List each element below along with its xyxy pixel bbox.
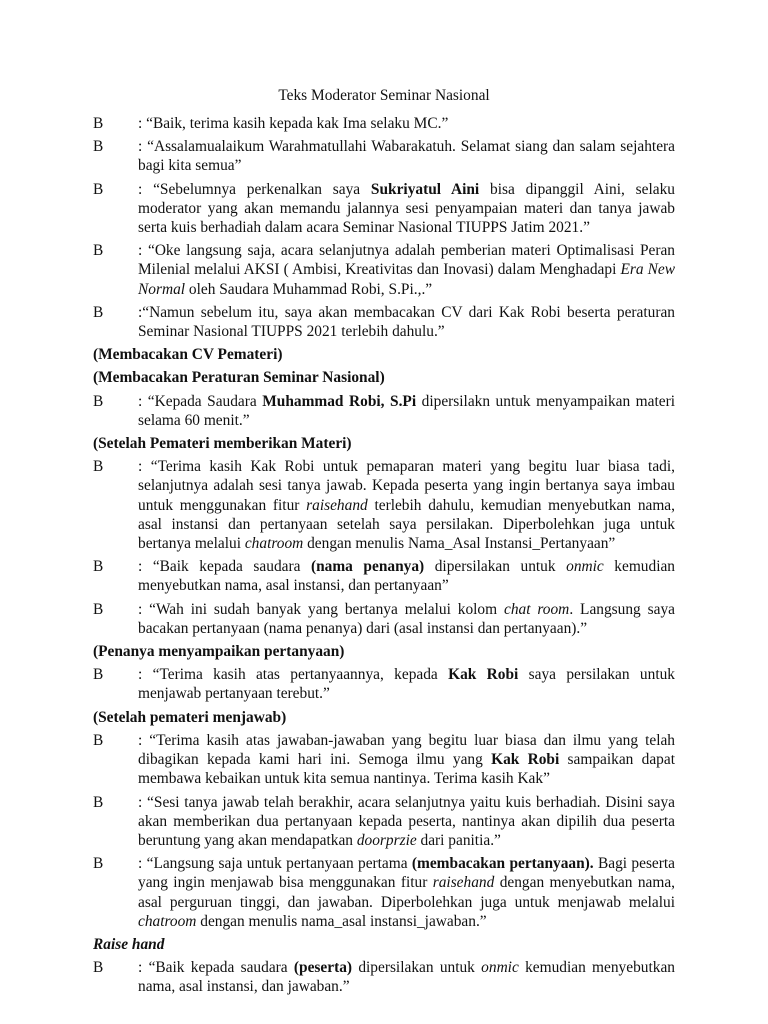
italic-text: Era New Normal [138,261,675,298]
document-title: Teks Moderator Seminar Nasional [278,87,490,104]
bold-text: Muhammad Robi, S.Pi [262,392,417,410]
italic-text: raisehand [306,496,368,514]
bold-text: (peserta) [293,959,353,977]
dialogue-line [93,114,675,133]
text-segment: : “Sebelumnya perkenalkan saya [138,180,371,198]
speaker-label: B [93,666,104,684]
dialogue-line [93,793,675,851]
text-segment: : “Terima kasih Kak Robi untuk pemaparan materi yang begitu luar biasa tadi, selanjutnya adalah sesi tanya jawab. Kepada peserta yang ingin bertanya saya imbau untuk menggunakan fitur [138,458,675,514]
stage-direction: (Penanya menyampaikan pertanyaan) [93,643,345,661]
dialogue-line [93,457,675,553]
bold-text: Kak Robi [491,751,560,769]
text-segment: terlebih dahulu, kemudian menyebutkan nama, asal instansi dan pertanyaan setelah saya persilakan. Diperbolehkan juga untuk bertanya melalui [138,496,675,553]
dialogue-text [138,854,675,931]
text-segment: dipersilakan untuk [352,959,482,977]
text-segment: dengan menyebutkan nama, asal perguruan tinggi, dan jawaban. Diperbolehkan juga untuk menjawab melalui [138,874,675,911]
speaker-label: B [93,793,104,811]
text-segment: : “Langsung saja untuk pertanyaan pertama [138,855,412,873]
dialogue-line [93,665,675,703]
text-segment: : “Terima kasih atas jawaban-jawaban yang begitu luar biasa dan ilmu yang telah dibagikan kepada kami hari ini. Semoga ilmu yang [138,731,675,769]
dialogue-line [93,137,675,175]
speaker-label: B [93,242,104,260]
text-segment: saya persilakan untuk menjawab pertanyaan terebut.” [138,666,675,703]
text-segment: dipersilakan untuk [424,558,567,576]
text-segment: . Langsung saya bacakan pertanyaan (nama penanya) dari (asal instansi dan pertanyaan).” [138,600,675,637]
text-segment: dengan menulis Nama_Asal Instansi_Pertanyaan” [303,535,616,553]
dialogue-text [138,241,675,299]
text-segment: : “Sesi tanya jawab telah berakhir, acara selanjutnya yaitu kuis berhadiah. Disini saya akan memberikan dua pertanyaan kepada peserta, nantinya akan dipilih dua peserta beruntung yang akan mendapatkan [138,793,675,849]
text-segment: : “Kepada Saudara [138,392,263,410]
bold-text: (nama penanya) [310,558,425,576]
speaker-label: B [93,558,104,576]
speaker-label: B [93,855,104,873]
dialogue-text [138,392,675,430]
bold-text: Kak Robi [448,666,519,684]
document-body [93,114,675,1001]
dialogue-text [138,457,675,553]
dialogue-text [138,665,675,703]
text-segment: dipersilakn untuk menyampaikan materi selama 60 menit.” [138,392,675,429]
stage-direction: Raise hand [93,935,165,953]
speaker-label: B [93,138,104,156]
text-segment: bisa dipanggil Aini, selaku moderator yang akan memandu jalannya sesi penyampaian materi dan tanya jawab serta kuis berhadiah dalam acara Seminar Nasional TIUPPS Jatim 2021.” [138,180,675,237]
text-segment: Bagi peserta yang ingin menjawab bisa menggunakan fitur [138,855,676,892]
italic-text: chatroom [138,912,197,930]
text-segment: oleh Saudara Muhammad Robi, S.Pi.,.” [185,280,433,298]
text-segment: : “Terima kasih atas pertanyaannya, kepada [138,666,449,684]
speaker-label: B [93,303,104,321]
stage-direction: (Setelah pemateri menjawab) [93,708,287,726]
dialogue-text [138,600,675,638]
dialogue-text [138,958,675,996]
text-segment: : “Oke langsung saja, acara selanjutnya adalah pemberian materi Optimalisasi Peran Milenial melalui AKSI ( Ambisi, Kreativitas dan Inovasi) dalam Menghadapi [138,242,675,279]
dialogue-text [138,731,675,789]
dialogue-line [93,180,675,238]
dialogue-line [93,600,675,638]
speaker-label: B [93,600,104,618]
stage-direction: (Setelah Pemateri memberikan Materi) [93,435,352,453]
italic-text: onmic [481,959,519,977]
text-segment: : “Baik kepada saudara [138,959,294,977]
speaker-label: B [93,731,104,749]
speaker-label: B [93,959,104,977]
stage-direction: (Membacakan CV Pemateri) [93,346,283,364]
speaker-label: B [93,180,104,198]
dialogue-line [93,303,675,341]
dialogue-text [138,793,675,851]
bold-text: Sukriyatul Aini [370,180,480,198]
text-segment: kemudian menyebutkan nama, asal instansi, dan pertanyaan” [138,558,675,595]
dialogue-line [93,557,675,595]
dialogue-text [138,114,675,133]
dialogue-line [93,958,675,996]
text-segment: dari panitia.” [416,831,501,849]
text-segment: : “Wah ini sudah banyak yang bertanya melalui kolom [138,600,504,618]
dialogue-text [138,180,675,238]
dialogue-text [138,137,675,175]
italic-text: doorprzie [356,831,417,849]
dialogue-text [138,303,675,341]
dialogue-text [138,557,675,595]
text-segment: kemudian menyebutkan nama, asal instansi, dan jawaban.” [138,959,675,996]
italic-text: raisehand [432,874,495,892]
dialogue-line [93,241,675,299]
text-segment: :“Namun sebelum itu, saya akan membacakan CV dari Kak Robi beserta peraturan Seminar Nasional TIUPPS 2021 terlebih dahulu.” [138,303,675,341]
bold-text: (membacakan pertanyaan). [411,855,594,873]
dialogue-line [93,392,675,430]
italic-text: chatroom [244,535,304,553]
italic-text: chat room [503,600,570,618]
speaker-label: B [93,458,104,476]
speaker-label: B [93,115,104,132]
dialogue-line [93,731,675,789]
text-segment: sampaikan dapat membawa kebaikan untuk kita semua nantinya. Terima kasih Kak” [138,751,675,788]
dialogue-line [93,854,675,931]
text-segment: : “Baik, terima kasih kepada kak Ima selaku MC.” [138,115,449,132]
stage-direction: (Membacakan Peraturan Seminar Nasional) [93,369,385,387]
italic-text: onmic [566,558,604,576]
text-segment: dengan menulis nama_asal instansi_jawaban.” [196,912,487,930]
text-segment: : “Assalamualaikum Warahmatullahi Wabarakatuh. Selamat siang dan salam sejahtera bagi kita semua” [138,138,675,175]
text-segment: : “Baik kepada saudara [138,558,311,576]
speaker-label: B [93,392,104,410]
